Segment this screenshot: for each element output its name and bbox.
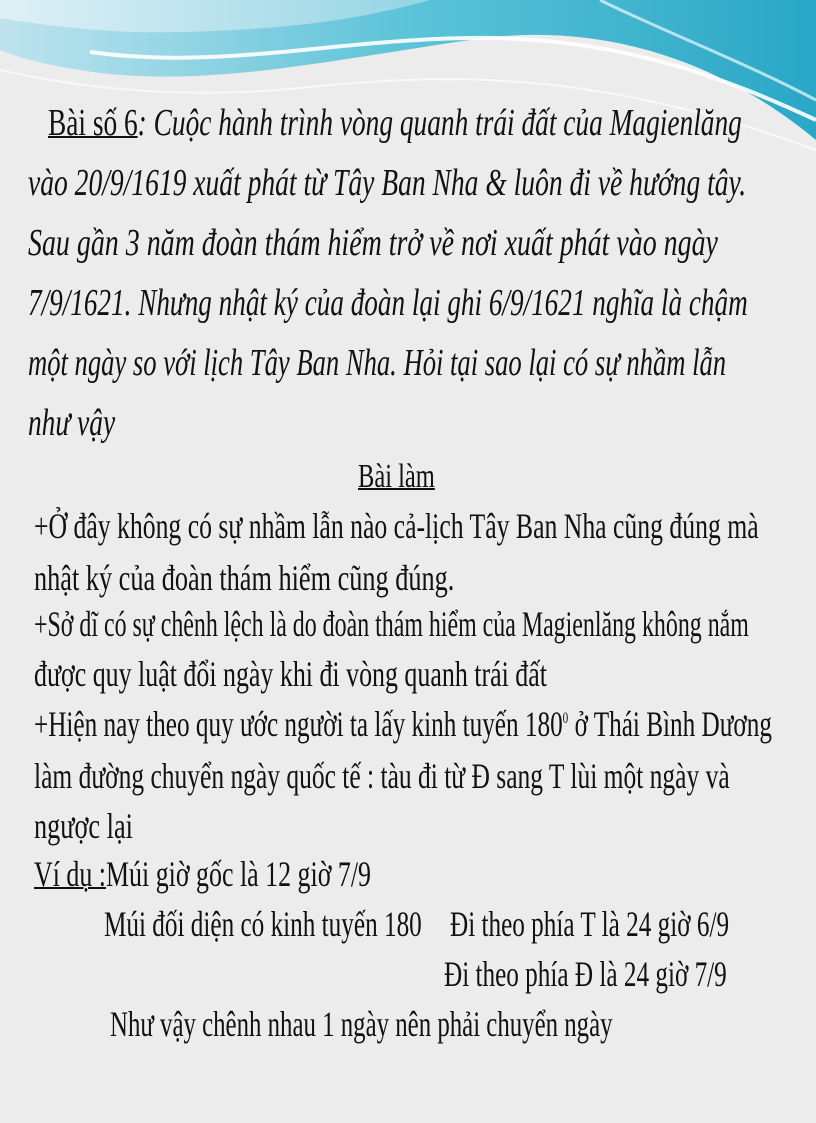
- solution-line-3: +Sở dĩ có sự chênh lệch là do đoàn thám hiểm của Magienlăng không nắm: [34, 604, 749, 644]
- example-label: Ví dụ :: [34, 854, 107, 894]
- solution-line-1: +Ở đây không có sự nhầm lẫn nào cả-lịch Tây Ban Nha cũng đúng mà: [34, 506, 759, 546]
- example-conclusion: Như vậy chênh nhau 1 ngày nên phải chuyển ngày: [110, 1004, 613, 1044]
- solution-line-2: nhật ký của đoàn thám hiểm cũng đúng.: [34, 558, 455, 598]
- problem-label: Bài số 6: [48, 102, 138, 144]
- solution-line-7: ngược lại: [34, 806, 133, 846]
- problem-line-2: vào 20/9/1619 xuất phát từ Tây Ban Nha & luôn đi về hướng tây.: [28, 162, 747, 204]
- problem-line-5: một ngày so với lịch Tây Ban Nha. Hỏi tại sao lại có sự nhầm lẫn: [28, 342, 727, 384]
- degree-superscript: 0: [562, 710, 569, 727]
- problem-line-4: 7/9/1621. Nhưng nhật ký của đoàn lại ghi 6/9/1621 nghĩa là chậm: [28, 282, 748, 324]
- problem-line-1: Bài số 6: Cuộc hành trình vòng quanh trái đất của Magienlăng: [48, 102, 742, 144]
- example-line-2-left: Múi đối diện có kinh tuyến 180: [104, 904, 422, 944]
- solution-line-5: +Hiện nay theo quy ước người ta lấy kinh tuyến $180^0$ ở Thái Bình Dương: [34, 704, 772, 744]
- solution-line-4: được quy luật đổi ngày khi đi vòng quanh trái đất: [34, 654, 547, 694]
- solution-line-6: làm đường chuyển ngày quốc tế : tàu đi từ Đ sang T lùi một ngày và: [34, 756, 730, 796]
- example-line-3: Đi theo phía Đ là 24 giờ 7/9: [444, 954, 727, 994]
- solution-heading: Bài làm: [358, 458, 435, 495]
- example-line-2-right: Đi theo phía T là 24 giờ 6/9: [450, 904, 730, 944]
- example-line-1: Ví dụ :Múi giờ gốc là 12 giờ 7/9: [34, 854, 372, 894]
- problem-line-6: như vậy: [28, 402, 116, 444]
- problem-line-3: Sau gần 3 năm đoàn thám hiểm trở về nơi xuất phát vào ngày: [28, 222, 718, 264]
